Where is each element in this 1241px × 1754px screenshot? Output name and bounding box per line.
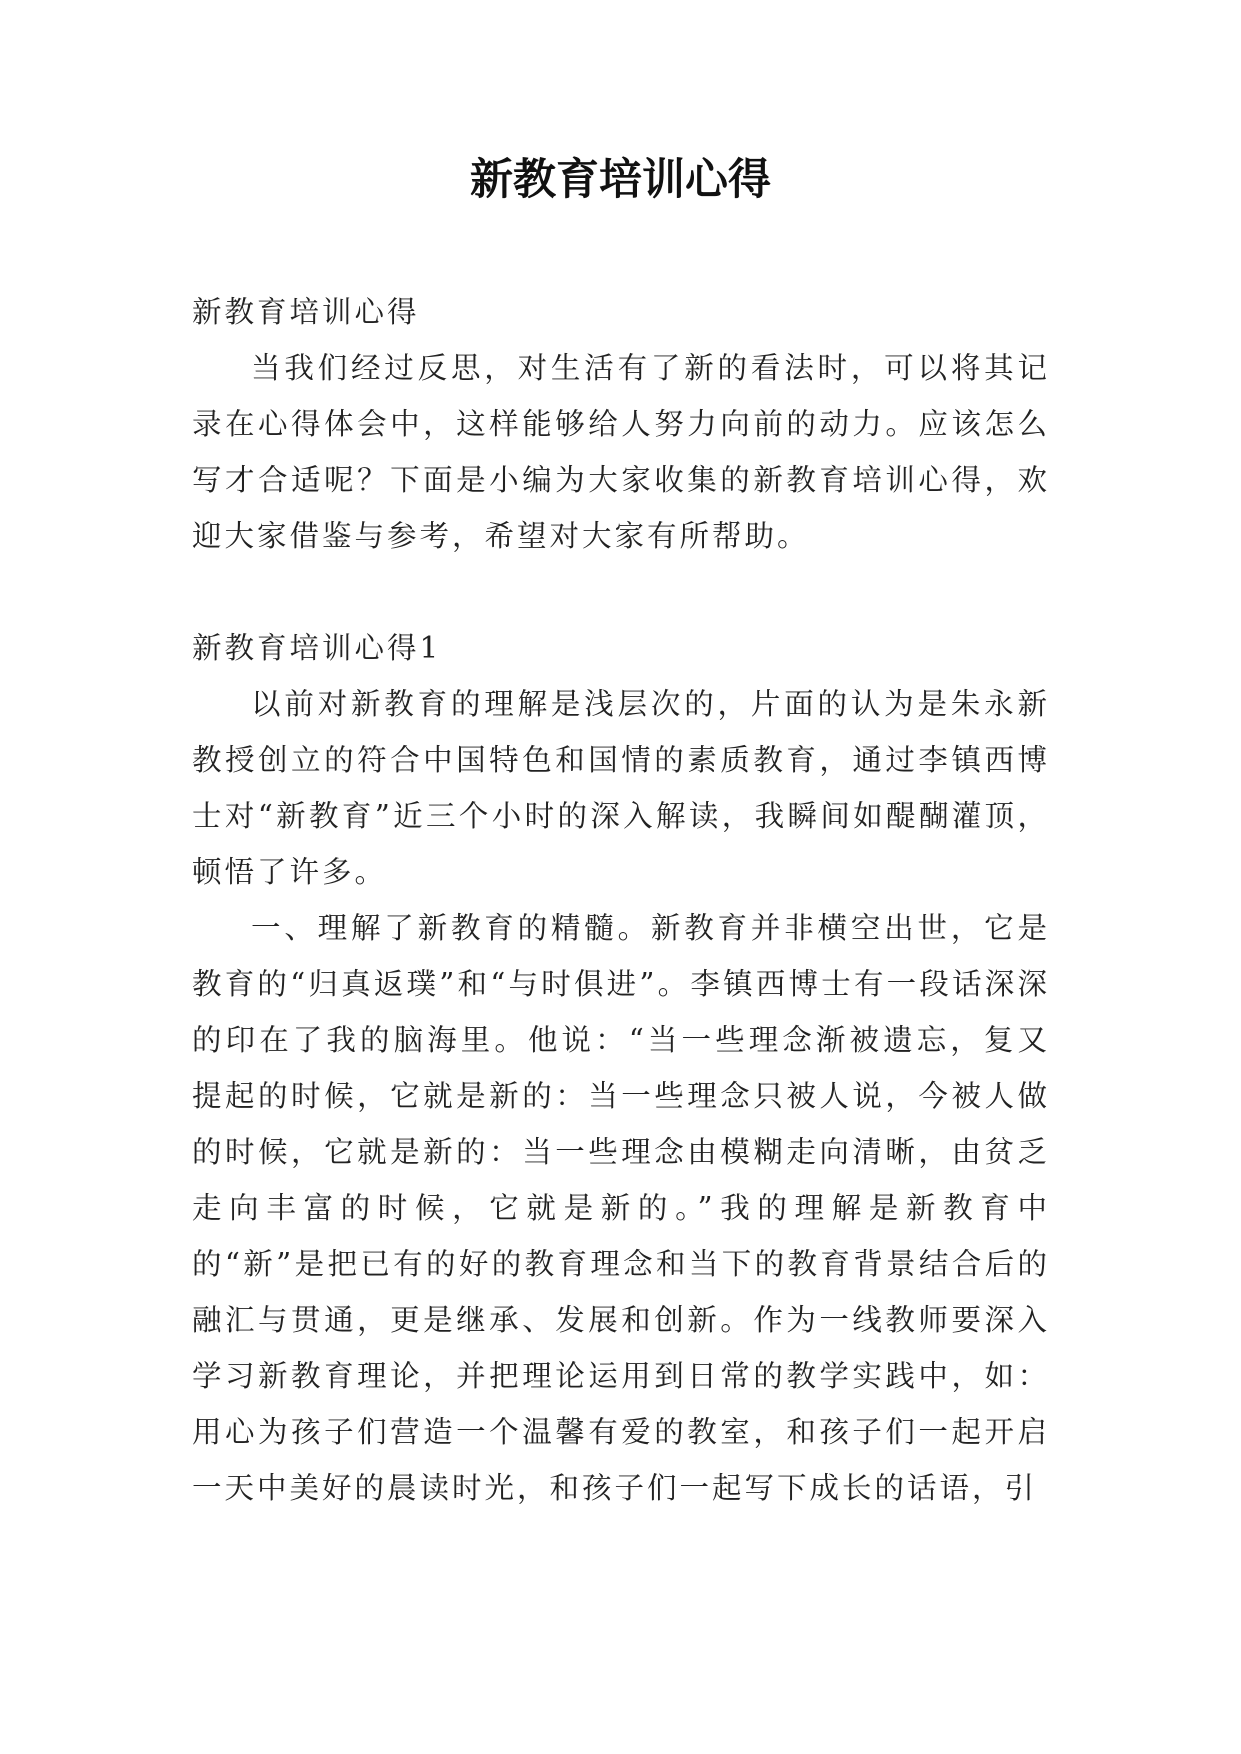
intro-paragraph: 当我们经过反思，对生活有了新的看法时，可以将其记录在心得体会中，这样能够给人努力向前的动力。应该怎么写才合适呢？下面是小编为大家收集的新教育培训心得，欢迎大家借鉴与参考，希望对大家有所帮助。 — [192, 351, 1050, 553]
section-1-paragraph-1: 以前对新教育的理解是浅层次的，片面的认为是朱永新教授创立的符合中国特色和国情的素质教育，通过李镇西博士对“新教育”近三个小时的深入解读，我瞬间如醍醐灌顶，顿悟了许多。 — [192, 687, 1050, 889]
document-title: 新教育培训心得 — [470, 155, 771, 205]
section-1-paragraph-2: 一、理解了新教育的精髓。新教育并非横空出世，它是教育的“归真返璞”和“与时俱进”。李镇西博士有一段话深深的印在了我的脑海里。他说：“当一些理念渐被遗忘，复又提起的时候，它就是新的：当一些理念只被人说，今被人做的时候，它就是新的：当一些理念由模糊走向清晰，由贫乏走向丰富的时候，它就是新的。”我的理解是新教育中的“新”是把已有的好的教育理念和当下的教育背景结合后的融汇与贯通，更是继承、发展和创新。作为一线教师要深入学习新教育理论，并把理论运用到日常的教学实践中，如：用心为孩子们营造一个温馨有爱的教室，和孩子们一起开启一天中美好的晨读时光，和孩子们一起写下成长的话语，引 — [192, 911, 1050, 1505]
section-1-heading: 新教育培训心得1 — [192, 631, 442, 665]
paragraph-spacer — [192, 564, 1050, 620]
document-body — [192, 284, 1050, 1516]
intro-heading: 新教育培训心得 — [192, 295, 420, 329]
